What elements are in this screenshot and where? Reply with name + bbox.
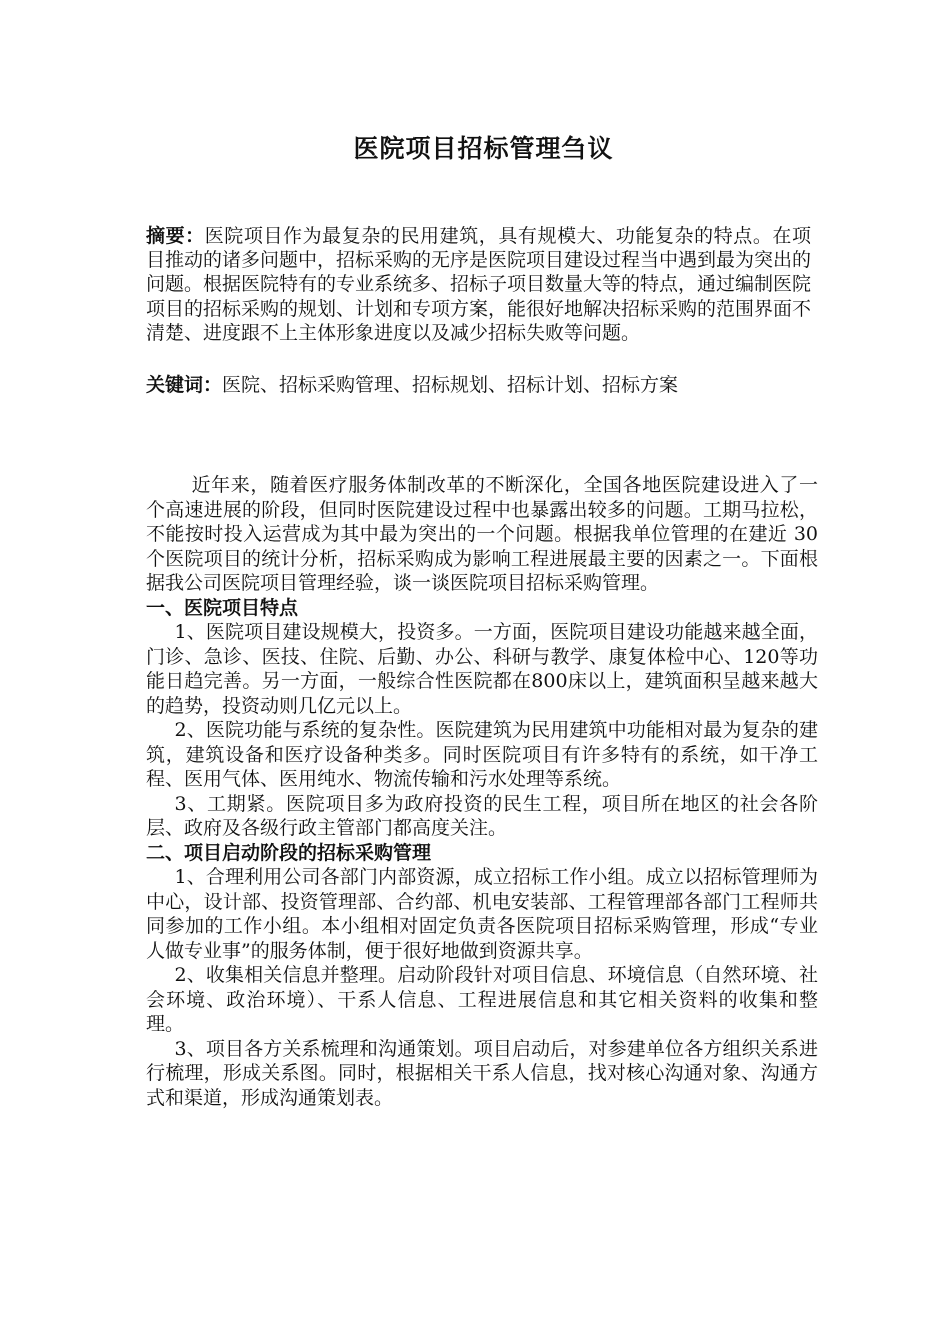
section-1-heading: 一、医院项目特点 [146, 596, 299, 619]
keywords-label: 关键词： [146, 374, 223, 396]
section-2-heading: 二、项目启动阶段的招标采购管理 [146, 841, 432, 864]
abstract [146, 224, 811, 345]
section-2-paragraph-1: 1、合理利用公司各部门内部资源，成立招标工作小组。成立以招标管理师为中心，设计部、投资管理部、合约部、机电安装部、工程管理部各部门工程师共同参加的工作小组。本小组相对固定负责各医院项目招标采购管理，形成“专业人做专业事”的服务体制，便于很好地做到资源共享。 [146, 866, 818, 962]
section-2-paragraph-3: 3、项目各方关系梳理和沟通策划。项目启动后，对参建单位各方组织关系进行梳理，形成关系图。同时，根据相关干系人信息，找对核心沟通对象、沟通方式和渠道，形成沟通策划表。 [146, 1037, 818, 1109]
abstract-text: 医院项目作为最复杂的民用建筑，具有规模大、功能复杂的特点。在项目推动的诸多问题中，招标采购的无序是医院项目建设过程当中遇到最为突出的问题。根据医院特有的专业系统多、招标子项目数量大等的特点，通过编制医院项目的招标采购的规划、计划和专项方案，能很好地解决招标采购的范围界面不清楚、进度跟不上主体形象进度以及减少招标失败等问题。 [146, 225, 812, 344]
abstract-label: 摘要： [146, 225, 205, 247]
section-1-paragraph-1: 1、医院项目建设规模大，投资多。一方面，医院项目建设功能越来越全面，门诊、急诊、医技、住院、后勤、办公、科研与教学、康复体检中心、120等功能日趋完善。另一方面，一般综合性医院都在800床以上，建筑面积呈越来越大的趋势，投资动则几亿元以上。 [146, 621, 818, 717]
page-title: 医院项目招标管理刍议 [353, 134, 614, 163]
section-1-paragraph-2: 2、医院功能与系统的复杂性。医院建筑为民用建筑中功能相对最为复杂的建筑，建筑设备和医疗设备种类多。同时医院项目有许多特有的系统，如干净工程、医用气体、医用纯水、物流传输和污水处理等系统。 [146, 719, 818, 790]
keywords-text: 医院、招标采购管理、招标规划、招标计划、招标方案 [222, 374, 679, 396]
section-2-paragraph-2: 2、收集相关信息并整理。启动阶段针对项目信息、环境信息（自然环境、社会环境、政治环境）、干系人信息、工程进展信息和其它相关资料的收集和整理。 [146, 964, 818, 1035]
article-body [146, 473, 818, 1110]
section-1-paragraph-3: 3、工期紧。医院项目多为政府投资的民生工程，项目所在地区的社会各阶层、政府及各级行政主管部门都高度关注。 [146, 792, 818, 839]
intro-paragraph: 近年来，随着医疗服务体制改革的不断深化，全国各地医院建设进入了一个高速进展的阶段，但同时医院建设过程中也暴露出较多的问题。工期马拉松，不能按时投入运营成为其中最为突出的一个问题。根据我单位管理的在建近 30个医院项目的统计分析，招标采购成为影响工程进展最主要的因素之一。下面根据我公司医院项目管理经验，谈一谈医院项目招标采购管理。 [146, 474, 818, 594]
keywords [146, 373, 811, 397]
